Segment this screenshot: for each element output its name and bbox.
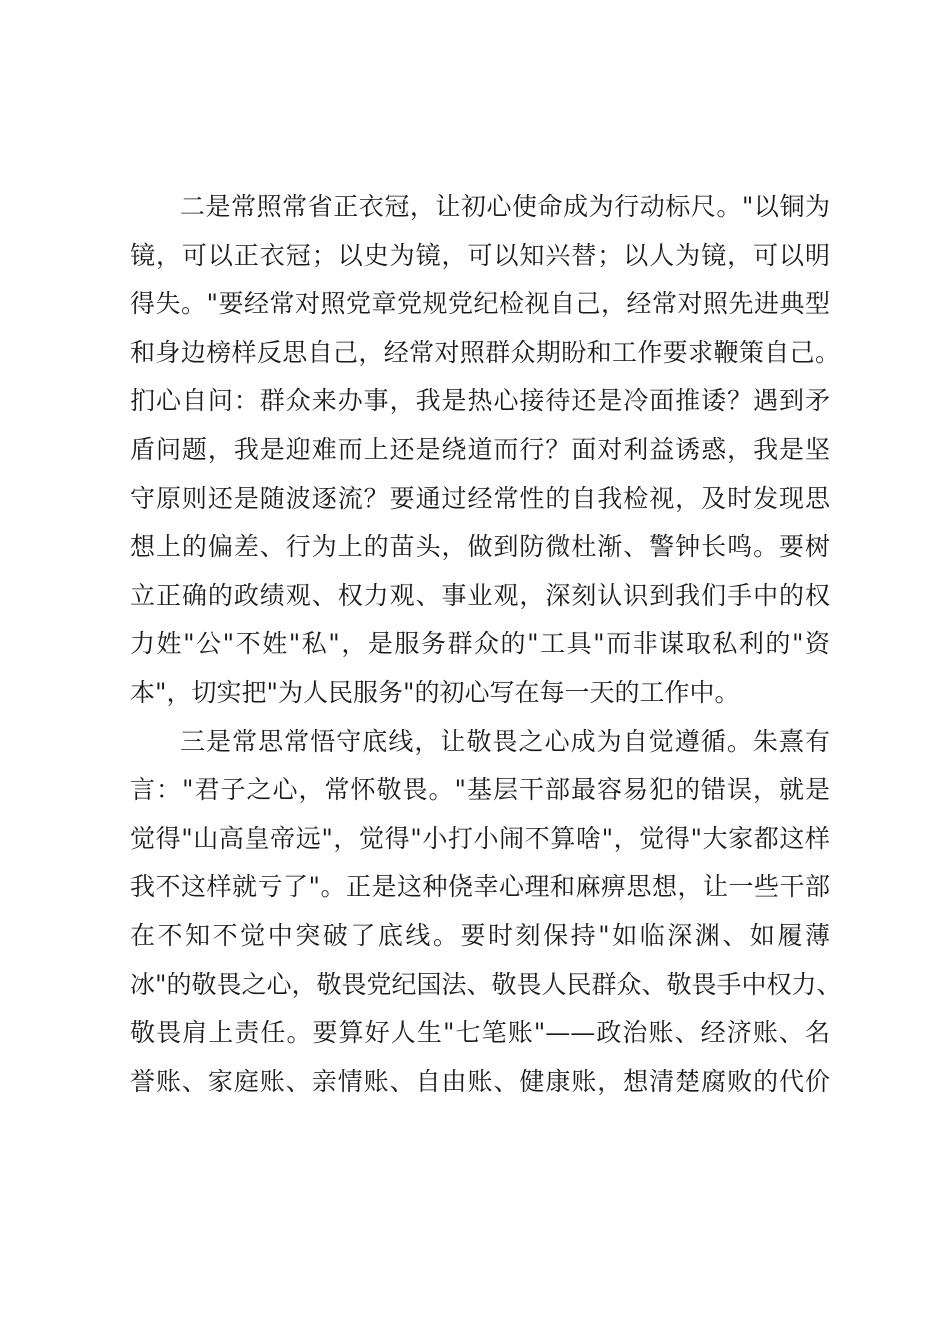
paragraph-line: 敬畏肩上责任。要算好人生"七笔账"——政治账、经济账、名 bbox=[130, 1018, 830, 1048]
paragraph-line: 觉得"山高皇帝远"，觉得"小打小闹不算啥"，觉得"大家都这样 bbox=[130, 823, 830, 853]
paragraph-1 bbox=[130, 183, 840, 718]
paragraph-line: 在不知不觉中突破了底线。要时刻保持"如临深渊、如履薄 bbox=[130, 920, 830, 950]
paragraph-line: 三是常思常悟守底线，让敬畏之心成为自觉遵循。朱熹有 bbox=[180, 726, 830, 756]
paragraph-line: 和身边榜样反思自己，经常对照群众期盼和工作要求鞭策自己。 bbox=[130, 337, 840, 367]
paragraph-line: 想上的偏差、行为上的苗头，做到防微杜渐、警钟长鸣。要树 bbox=[130, 532, 830, 562]
paragraph-line: 立正确的政绩观、权力观、事业观，深刻认识到我们手中的权 bbox=[130, 580, 830, 610]
paragraph-line: 镜，可以正衣冠；以史为镜，可以知兴替；以人为镜，可以明 bbox=[130, 240, 830, 270]
paragraph-line: 得失。"要经常对照党章党规党纪检视自己，经常对照先进典型 bbox=[130, 289, 830, 319]
paragraph-line: 言："君子之心，常怀敬畏。"基层干部最容易犯的错误，就是 bbox=[130, 775, 830, 805]
paragraph-line: 誉账、家庭账、亲情账、自由账、健康账，想清楚腐败的代价 bbox=[130, 1066, 830, 1096]
paragraph-line: 扪心自问：群众来办事，我是热心接待还是冷面推诿？遇到矛 bbox=[130, 386, 830, 416]
paragraph-line: 冰"的敬畏之心，敬畏党纪国法、敬畏人民群众、敬畏手中权力、 bbox=[130, 969, 842, 999]
paragraph-line: 我不这样就亏了"。正是这种侥幸心理和麻痹思想，让一些干部 bbox=[130, 872, 830, 902]
paragraph-line: 盾问题，我是迎难而上还是绕道而行？面对利益诱惑，我是坚 bbox=[130, 434, 830, 464]
paragraph-2 bbox=[130, 718, 842, 1107]
paragraph-line: 二是常照常省正衣冠，让初心使命成为行动标尺。"以铜为 bbox=[180, 192, 830, 221]
document-body bbox=[130, 183, 842, 1106]
paragraph-line: 守原则还是随波逐流？要通过经常性的自我检视，及时发现思 bbox=[130, 483, 830, 513]
paragraph-line: 本"，切实把"为人民服务"的初心写在每一天的工作中。 bbox=[130, 677, 740, 707]
paragraph-line: 力姓"公"不姓"私"，是服务群众的"工具"而非谋取私利的"资 bbox=[130, 629, 830, 659]
